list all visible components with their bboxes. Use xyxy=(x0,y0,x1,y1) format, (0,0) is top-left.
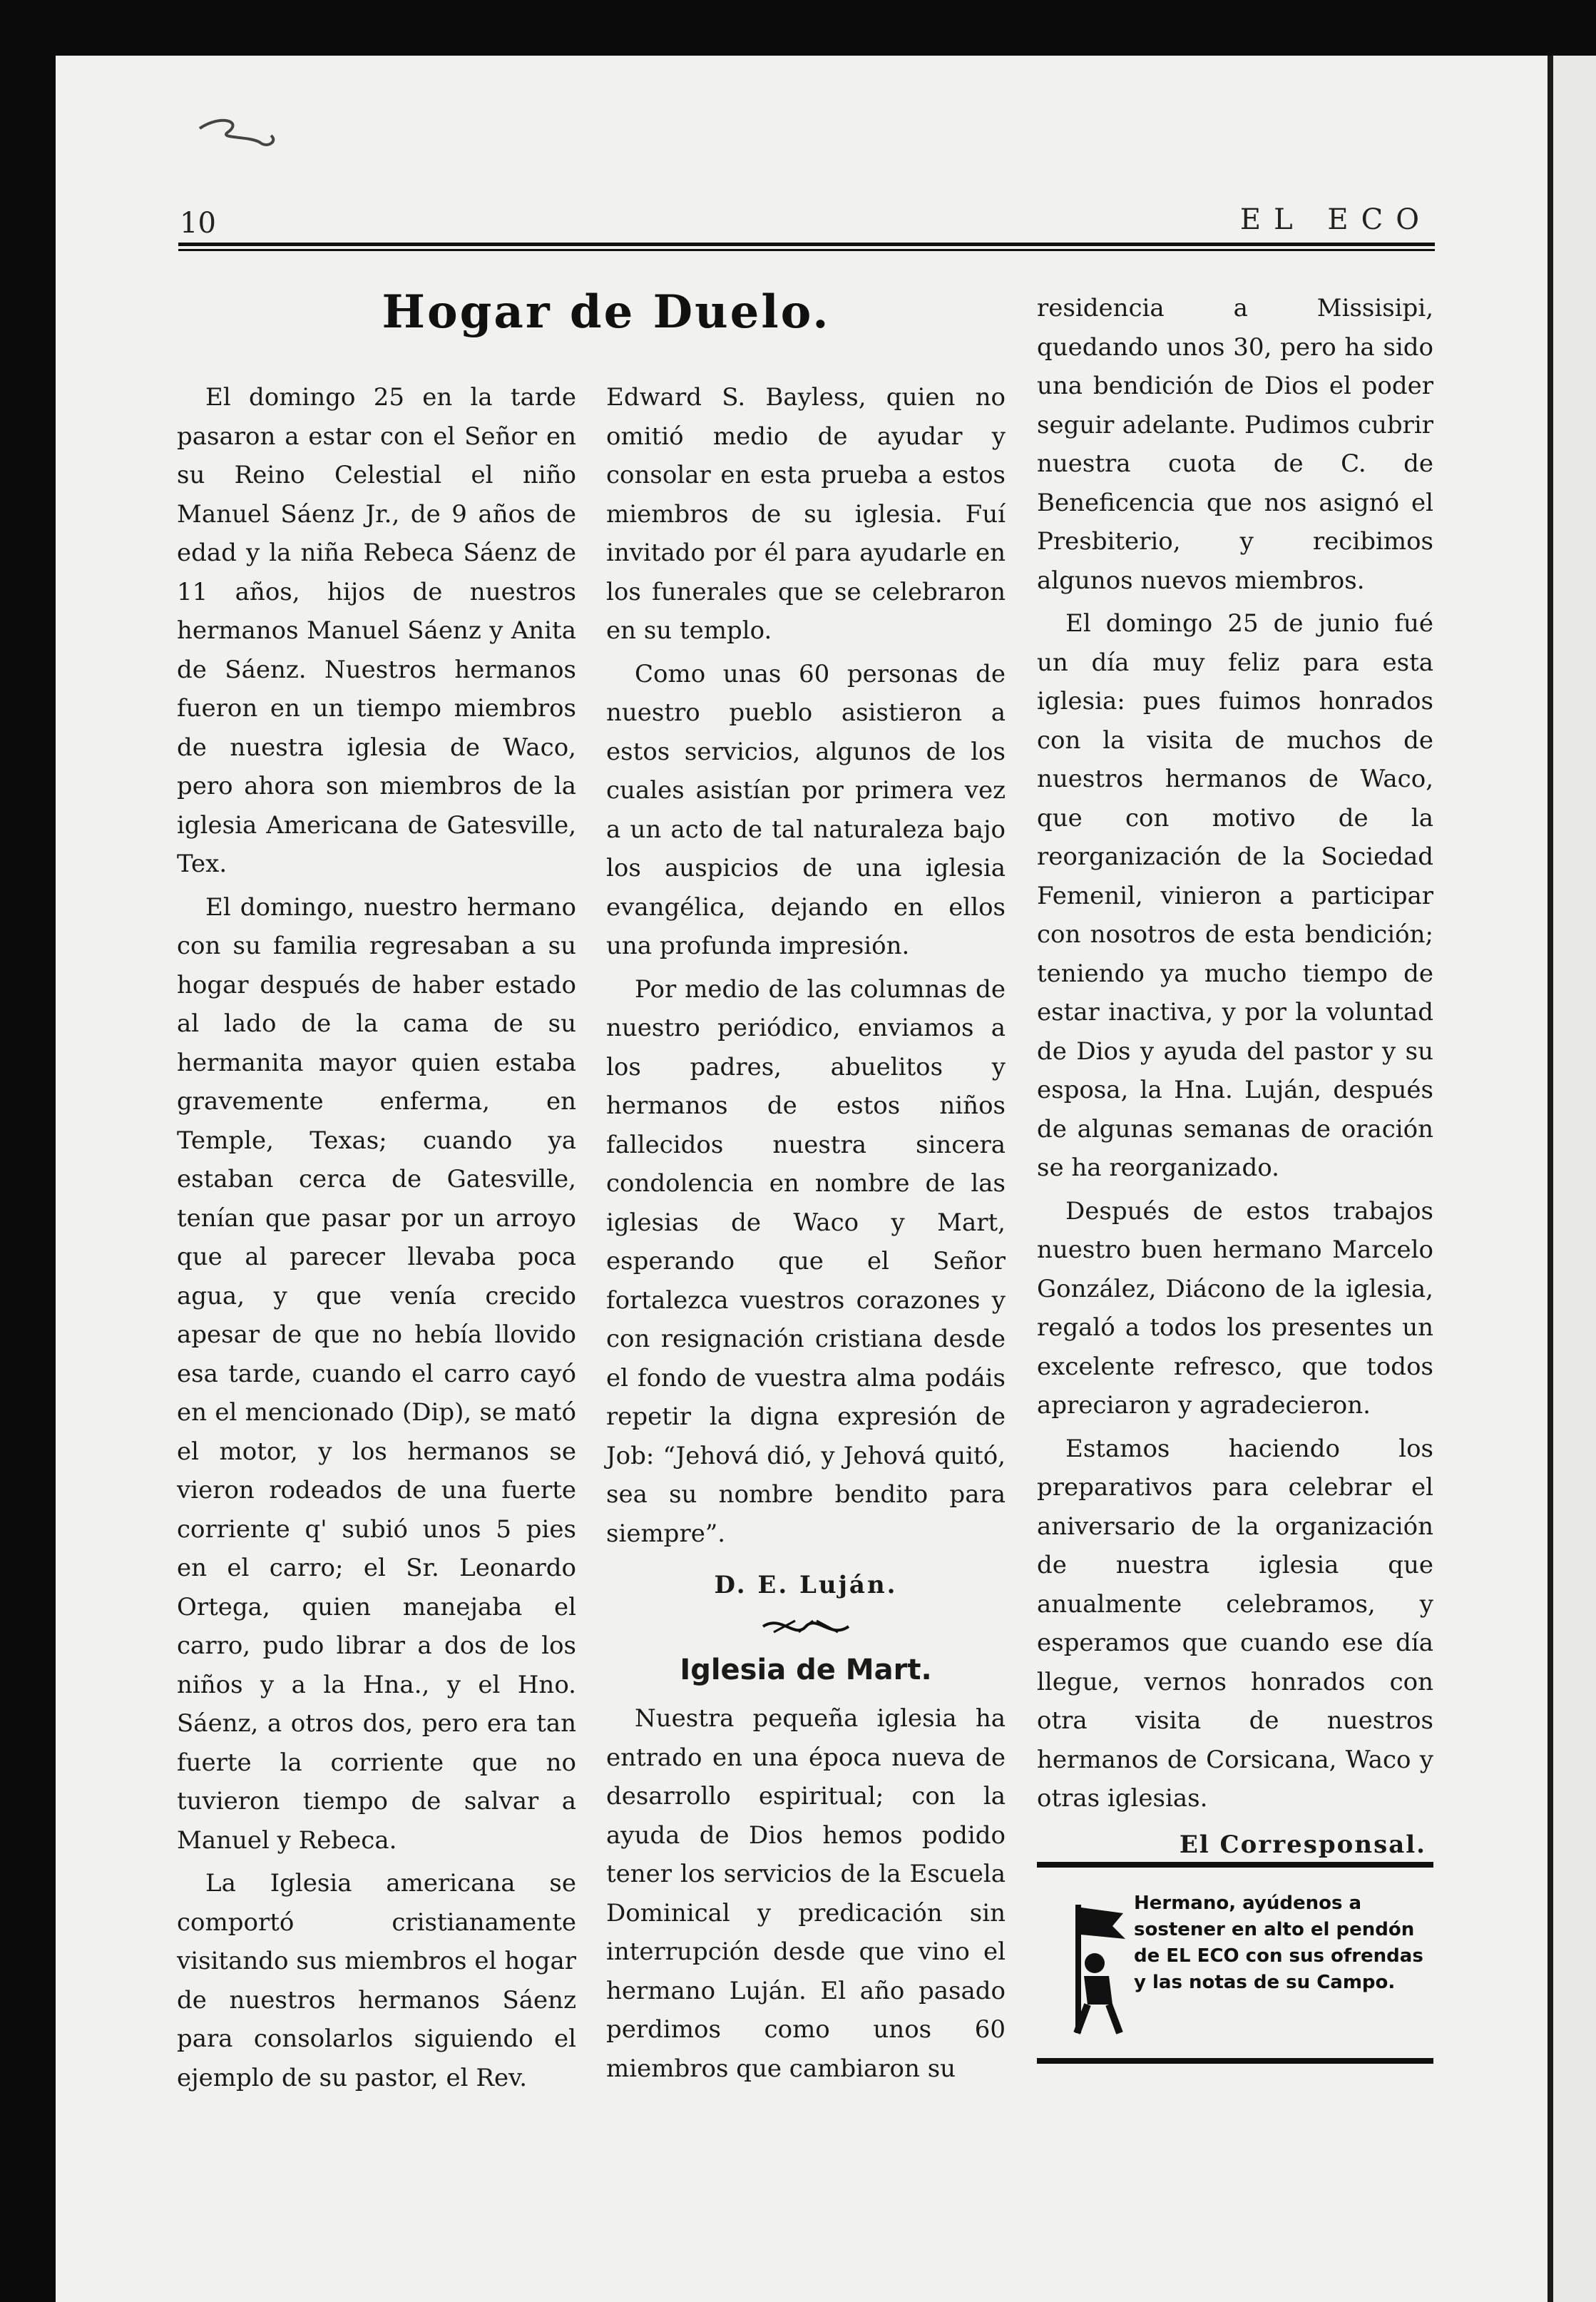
page-number: 10 xyxy=(180,207,216,240)
paragraph: Estamos haciendo los preparativos para celebrar el aniversario de la organización de nuestra iglesia que anualmente celebramos, y esperamos que cuando ese día llegue, vernos honrados con otra visita de nuestros hermanos de Corsicana, Waco y otras iglesias. xyxy=(1037,1434,1433,1813)
signature: D. E. Luján. xyxy=(714,1571,898,1599)
paragraph: El domingo 25 de junio fué un día muy feliz para esta iglesia: pues fuimos honrados con la visita de muchos de nuestros hermanos de Waco, que con motivo de la reorganización de la Sociedad Femenil, vinieron a participar con nosotros de esta bendición; teniendo ya mucho tiempo de estar inactiva, y por la voluntad de Dios y ayuda del pastor y su esposa, la Hna. Luján, después de algunas semanas de oración se ha reorganizado. xyxy=(1037,609,1433,1182)
flag-bearer-icon xyxy=(1055,1898,1141,2040)
adjacent-page-edge xyxy=(1548,56,1596,2302)
ornament-divider xyxy=(759,1611,852,1642)
running-title: EL ECO xyxy=(1239,203,1432,236)
signature: El Corresponsal. xyxy=(1179,1830,1426,1859)
article-title: Hogar de Duelo. xyxy=(382,285,831,339)
paragraph: El domingo, nuestro hermano con su familia regresaban a su hogar después de haber estado al lado de la cama de su hermanita mayor quien estaba gravemente enferma, en Temple, Texas; cuando ya estaban cerca de Gatesville, tenían que pasar por un arroyo que al parecer llevaba poca agua, y que venía crecido apesar de que no hebía llovido esa tarde, cuando el carro cayó en el mencionado (Dip), se mató el motor, y los hermanos se vieron rodeados de una fuerte corriente q' subió unos 5 pies en el carro; el Sr. Leonardo Ortega, quien manejaba el carro, pudo librar a dos de los niños y a la Hna., y el Hno. Sáenz, a otros dos, pero era tan fuerte la corriente que no tuvieron tiempo de salvar a Manuel y Rebeca. xyxy=(177,892,576,1855)
column-1 xyxy=(177,378,576,2102)
paragraph: Nuestra pequeña iglesia ha entrado en una época nueva de desarrollo espiritual; con la ayuda de Dios hemos podido tener los servicios de la Escuela Dominical y predicación sin interrupción desde que vino el hermano Luján. El año pasado perdimos como unos 60 miembros que cambiaron su xyxy=(606,1704,1006,2083)
column-2 xyxy=(606,378,1006,2092)
pencil-mark xyxy=(193,107,285,157)
ad-text: Hermano, ayúdenos a sostener en alto el pendón de EL ECO con sus ofrendas y las notas de su Campo. xyxy=(1134,1893,1423,1993)
paragraph: residencia a Missisipi, quedando unos 30, pero ha sido una bendición de Dios el poder seguir adelante. Pudimos cubrir nuestra cuota de C. de Beneficencia que nos asignó el Presbiterio, y recibimos algunos nuevos miembros. xyxy=(1037,294,1433,595)
ad-rule-top xyxy=(1037,1862,1433,1868)
paragraph: El domingo 25 en la tarde pasaron a estar con el Señor en su Reino Celestial el niño Manuel Sáenz Jr., de 9 años de edad y la niña Rebeca Sáenz de 11 años, hijos de nuestros hermanos Manuel Sáenz y Anita de Sáenz. Nuestros hermanos fueron en un tiempo miembros de nuestra iglesia de Waco, pero ahora son miembros de la iglesia Americana de Gatesville, Tex. xyxy=(177,383,576,878)
section-title: Iglesia de Mart. xyxy=(680,1653,932,1686)
paragraph: Edward S. Bayless, quien no omitió medio de ayudar y consolar en esta prueba a estos miembros de su iglesia. Fuí invitado por él para ayudarle en los funerales que se celebraron en su templo. xyxy=(606,383,1006,645)
paragraph: Por medio de las columnas de nuestro periódico, enviamos a los padres, abuelitos y hermanos de estos niños fallecidos nuestra sincera condolencia en nombre de las iglesias de Waco y Mart, esperando que el Señor fortalezca vuestros corazones y con resignación cristiana desde el fondo de vuestra alma podáis repetir la digna expresión de Job: “Jehová dió, y Jehová quitó, sea su nombre bendito para siempre”. xyxy=(606,974,1006,1548)
paragraph: La Iglesia americana se comportó cristianamente visitando sus miembros el hogar de nuestros hermanos Sáenz para consolarlos siguiendo el ejemplo de su pastor, el Rev. xyxy=(177,1869,576,2092)
paragraph: Después de estos trabajos nuestro buen hermano Marcelo González, Diácono de la iglesia, regaló a todos los presentes un excelente refresco, que todos apreciaron y agradecieron. xyxy=(1037,1196,1433,1420)
column-3 xyxy=(1037,289,1433,1864)
paragraph: Como unas 60 personas de nuestro pueblo asistieron a estos servicios, algunos de los cuales asistían por primera vez a un acto de tal naturaleza bajo los auspicios de una iglesia evangélica, dejando en ellos una profunda impresión. xyxy=(606,659,1006,960)
ad-rule-bottom xyxy=(1037,2058,1433,2064)
header-rule xyxy=(178,243,1435,251)
